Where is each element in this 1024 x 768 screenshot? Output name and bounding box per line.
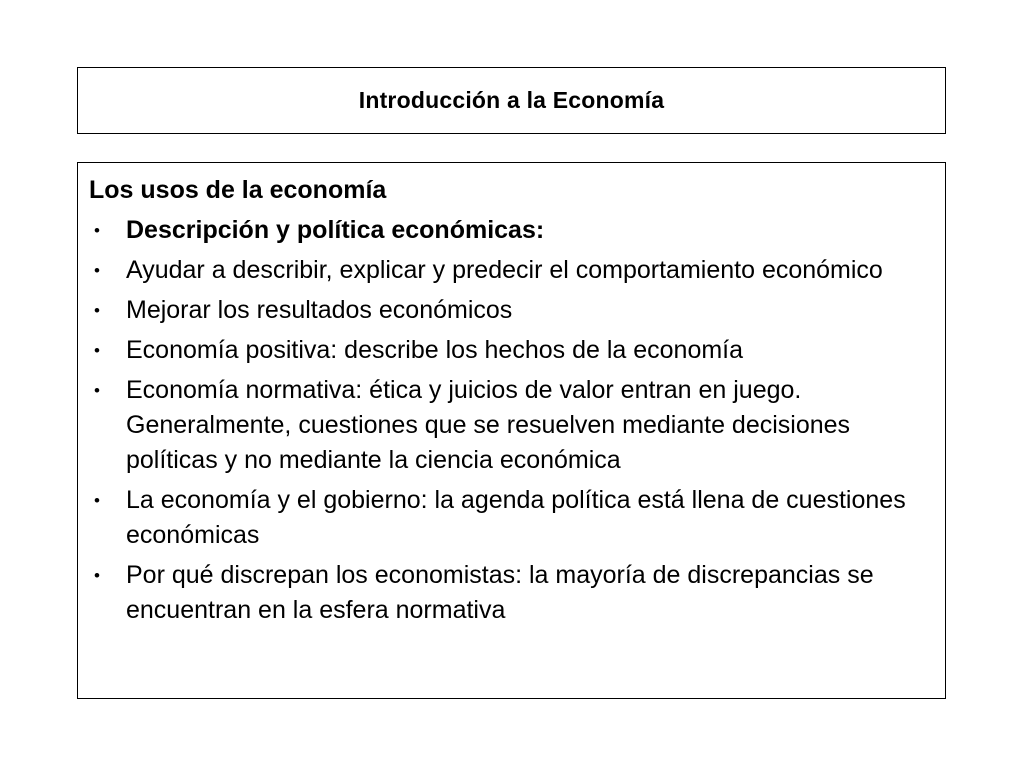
bullet-item-positiva	[89, 333, 933, 368]
bullet-icon: •	[94, 301, 100, 320]
content-box	[77, 162, 946, 699]
bullet-icon: •	[94, 341, 100, 360]
bullet-item-normativa	[89, 373, 933, 478]
bullet-icon: •	[94, 491, 100, 510]
page-title: Introducción a la Economía	[358, 87, 665, 113]
bullet-text: Por qué discrepan los economistas: la mayoría de discrepancias se encuentran en la esfera normativa	[126, 561, 874, 624]
section-heading: Los usos de la economía	[89, 176, 387, 204]
bullet-item-gobierno	[89, 483, 933, 553]
bullet-text: Mejorar los resultados económicos	[126, 296, 513, 324]
bullet-text: Ayudar a describir, explicar y predecir el comportamiento económico	[126, 256, 883, 284]
bullet-icon: •	[94, 221, 100, 240]
bullet-icon: •	[94, 381, 100, 400]
title-box	[77, 67, 946, 134]
bullet-list	[89, 213, 933, 628]
bullet-item-descripcion	[89, 213, 933, 248]
bullet-item-mejorar	[89, 293, 933, 328]
bullet-item-ayudar	[89, 253, 933, 288]
bullet-text: Descripción y política económicas:	[126, 216, 545, 244]
bullet-text: Economía normativa: ética y juicios de valor entran en juego. Generalmente, cuestiones que se resuelven mediante decisiones políticas y no mediante la ciencia económica	[126, 376, 851, 474]
bullet-icon: •	[94, 566, 100, 585]
bullet-item-discrepan	[89, 558, 933, 628]
bullet-icon: •	[94, 261, 100, 280]
bullet-text: La economía y el gobierno: la agenda política está llena de cuestiones económicas	[126, 486, 906, 549]
bullet-text: Economía positiva: describe los hechos de la economía	[126, 336, 744, 364]
